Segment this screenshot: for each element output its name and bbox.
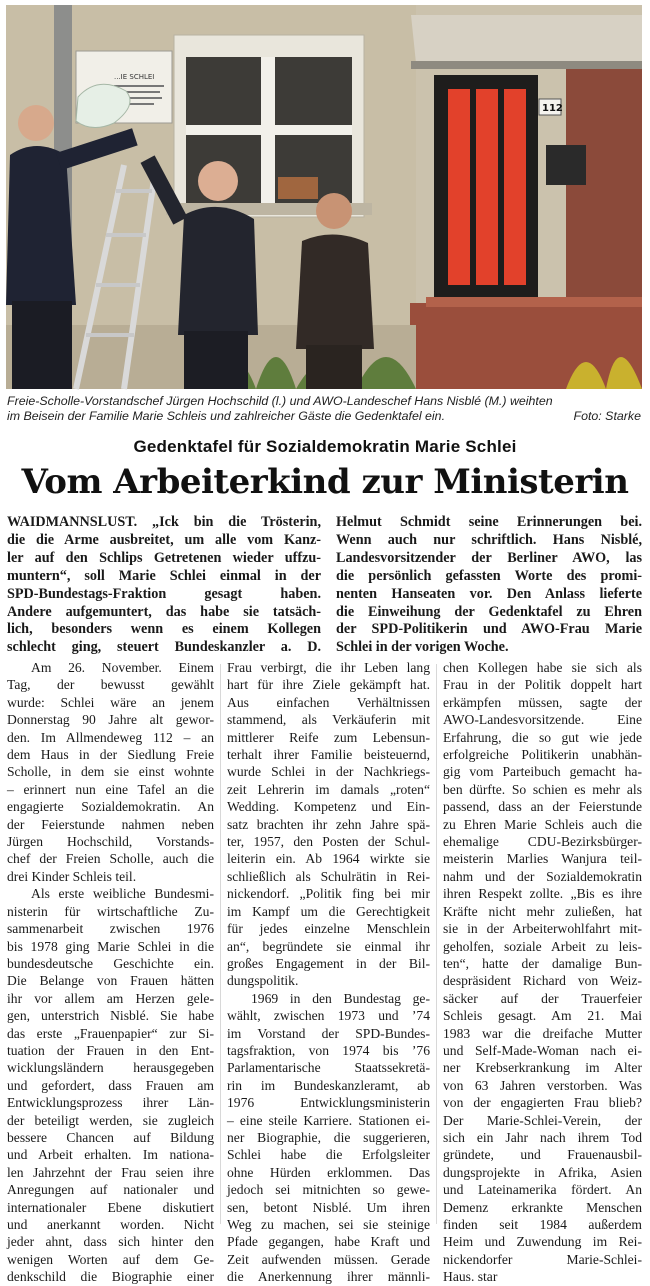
body-line: stammend, als Verkäuferin mit [227,712,430,728]
body-line: gig vom Parteibuch gemacht ha- [443,764,642,780]
body-line: Zeit aufwenden müssen. Gerade [227,1251,430,1267]
body-line: Donnerstag 90 Jahre alt gewor- [7,712,214,728]
body-line: finden seit 1984 außerdem [443,1217,642,1232]
column-divider [220,664,221,1224]
body-line: Anregungen auf nationaler und [7,1182,214,1198]
body-line: nickendorf. „Politik fing bei mir [227,886,430,902]
body-line: und gefordert, dass Frauen am [7,1077,214,1093]
body-line: an“, begründete sie einmal ihr [227,938,430,954]
body-line: und Arbeit erhalten. Im nationa- [7,1147,214,1163]
lead-line: Landesvorsitzender der Berliner AWO, las [336,549,642,566]
body-line: engagierte Sozialdemokratin. An [7,799,214,815]
body-line: hart für ihre Ziele gekämpft hat. [227,677,430,693]
lead-line: muntern“, soll Marie Schlei einmal in der [7,567,321,584]
body-line: Jürgen Hochschild, Vorstands- [7,834,214,850]
body-line: Die Belange von Frauen hätten [7,973,214,989]
body-line: Parlamentarische Staatssekretä- [227,1060,430,1076]
photo-credit: Foto: Starke [573,409,641,423]
body-line: Haus. star [443,1269,498,1285]
photo-caption [7,394,641,424]
lead-paragraph-left [7,514,321,657]
body-line: wenigen Worten auf dem Ge- [7,1251,214,1267]
body-line: AWO-Landesvorsitzende. Eine [443,712,642,728]
body-line: den. Im Allmendeweg 112 – an [7,729,214,745]
body-line: len Jahrzehnt der Frau seien ihre [7,1164,214,1180]
body-line: schließlich als Schulrätin in Rei- [227,868,430,884]
body-line: denkschild die Biographie einer [7,1269,214,1285]
lead-line: die Einweihung der Gedenktafel zu Ehren [336,603,642,620]
body-line: erfolgreiche Politikerin unabhän- [443,747,642,763]
body-line: Schlei habe die Erfolgsleiter [227,1147,430,1163]
body-line: Frau in der Politik doppelt hart [443,677,642,693]
body-line: Frau verbirgt, die ihr Leben lang [227,660,430,675]
body-line: zu Ehren Marie Schleis auch die [443,816,642,832]
body-line: Erfahrung, die so gut wie jede [443,729,642,745]
column-divider [436,664,437,1224]
body-column-1 [7,659,214,1286]
lead-paragraph-right [336,514,642,657]
body-line: mittlerer Reife zum Lebensun- [227,729,430,745]
lead-line: Wenn auch nur schriftlich. Hans Nisblé, [336,531,642,548]
body-line: und anerkannt worden. Nicht [7,1217,214,1232]
body-line: nickendorfer Marie-Schlei- [443,1251,642,1267]
body-line: chen Kollegen habe sie sich als [443,660,642,675]
body-line: Heim und Zuwendung im Rei- [443,1234,642,1250]
body-line: bis 1978 ging Marie Schlei in die [7,938,214,954]
lead-line: der SPD-Politikerin und AWO-Frau Marie [336,621,642,638]
plaque-heading: ...IE SCHLEI [114,73,155,81]
body-line: im Kampf um die Gerechtigkeit [227,903,430,919]
body-line: wählt, zwischen 1973 und ’74 [227,1008,430,1024]
body-line: bessere Chancen auf Bildung [7,1129,214,1145]
body-line: – erinnert nun eine Tafel an die [7,781,214,797]
body-line: gen, unterstrich Nisblé. Sie habe [7,1008,214,1024]
article-photo [6,5,642,389]
body-line: ner Krebserkrankung im Alter [443,1060,642,1076]
body-line: geholfen, soziale Arbeit zu leis- [443,938,642,954]
body-line: ben dürfte. So schien es mehr als [443,781,642,797]
body-line: Scholle, in dem sie einst wohnte [7,764,214,780]
body-line: großes Engagement in der Bil- [227,955,430,971]
body-line: ten“, hatte der damalige Bun- [443,955,642,971]
body-line: säcker auf der Trauerfeier [443,990,642,1006]
body-line: ihren Respekt zollte. „Bis es ihre [443,886,642,902]
body-line: von der engagierten Frau blieb? [443,1095,642,1111]
body-line: Der Marie-Schlei-Verein, der [443,1112,642,1128]
body-line: despräsident Richard von Weiz- [443,973,642,989]
body-line: sie in der Arbeiterwohlfahrt mit- [443,921,642,937]
lead-line: Schlei in der vorigen Woche. [336,639,509,656]
body-line: Tag, der bewusst gewählt [7,677,214,693]
body-line: terhalt ihrer Familie beisteuernd, [227,747,430,763]
body-line: Pfade gegangen, habe Kraft und [227,1234,430,1250]
body-line: Demenz erkrankte Menschen [443,1199,642,1215]
body-line: drei Kinder Schleis teil. [7,868,137,884]
body-line: sich ein Jahr nach ihrem Tod [443,1129,642,1145]
body-line: Weg zu machen, sei sie steinige [227,1217,430,1232]
body-line: satz brachten ihr zehn Jahre spä- [227,816,430,832]
kicker-headline: Gedenktafel für Sozialdemokratin Marie Schlei [133,437,517,456]
body-line: Aus einfachen Verhältnissen [227,694,430,710]
body-line: sammenarbeit zwischen 1976 [7,921,214,937]
body-line: leiterin ein. Ab 1964 wirkte sie [227,851,430,867]
body-line: für jedes einzelne Menschlein [227,921,430,937]
body-line: erkämpfen müssen, sagte der [443,694,642,710]
body-line: im Vorstand der SPD-Bundes- [227,1025,430,1041]
body-line: 1983 war die dreifache Mutter [443,1025,642,1041]
body-line: nahm und der Sozialdemokratin [443,868,642,884]
body-line: – eine steile Karriere. Stationen ei- [227,1112,430,1128]
body-line: der beteiligt werden, sie zugleich [7,1112,214,1128]
body-line: zeit Lehrerin im damals „roten“ [227,781,430,797]
body-column-3 [443,659,642,1286]
body-line: ehemalige CDU-Bezirksbürger- [443,834,642,850]
body-line: passend, dass an der Feierstunde [443,799,642,815]
body-line: rin im Bundeskanzleramt, ab [227,1077,430,1093]
body-line: Als erste weibliche Bundesmi- [31,886,214,902]
body-line: jedoch sei mitnichten so gewe- [227,1182,430,1198]
body-line: wurde: Schlei wäre an jenem [7,694,214,710]
body-line: 1976 Entwicklungsministerin [227,1095,430,1111]
house-number: 112 [542,103,563,114]
body-line: nisterin für wirtschaftliche Zu- [7,903,214,919]
body-line: ohne Hürden erklommen. Das [227,1164,430,1180]
lead-line: die die Arme ausbreitet, um alle vom Kanz- [7,531,321,548]
lead-line: ler auf den Schlips Getretenen wieder uffzu- [7,549,321,566]
body-line: Entwicklungsprozess ihrer Län- [7,1095,214,1111]
body-line: wicklungsländern herausgegeben [7,1060,214,1076]
body-line: ter, 1957, den Posten der Schul- [227,834,430,850]
body-line: tuation der Frauen in den Ent- [7,1042,214,1058]
body-line: 1969 in den Bundestag ge- [251,990,430,1006]
body-line: internationaler Ebene diskutiert [7,1199,214,1215]
body-line: jeder ahnt, dass sich hinter den [7,1234,214,1250]
body-line: und Lateinamerika fördert. An [443,1182,642,1198]
lead-line: schlecht ging, steuert Bundeskanzler a. D. [7,639,321,656]
body-line: der Feierstunde nahmen neben [7,816,214,832]
body-line: dungspolitik. [227,973,299,989]
lead-line: WAIDMANNSLUST. „Ick bin die Trösterin, [7,514,321,530]
body-line: Am 26. November. Einem [31,660,214,675]
body-line: von 63 Jahren verstorben. Was [443,1077,642,1093]
body-line: Wedding. Kompetenz und Ein- [227,799,430,815]
body-line: dungsprojekte in Afrika, Asien [443,1164,642,1180]
body-line: wurde Schlei in der Nachkriegs- [227,764,430,780]
body-line: ner Biographie, die suggerieren, [227,1129,430,1145]
body-line: dem Haus in der Siedlung Freie [7,747,214,763]
body-line: bundesdeutsche Geschichte ein. [7,955,214,971]
body-line: gründete, und Frauenausbil- [443,1147,642,1163]
main-headline: Vom Arbeiterkind zur Ministerin [21,462,629,502]
body-line: Kräfte nicht mehr zuließen, hat [443,903,642,919]
lead-line: Helmut Schmidt seine Erinnerungen bei. [336,514,642,530]
body-line: ihr vor allem am Herzen gele- [7,990,214,1006]
body-column-2 [227,659,430,1286]
caption-line: Freie-Scholle-Vorstandschef Jürgen Hochschild (l.) und AWO-Landeschef Hans Nisblé (M.) weihten [7,394,553,408]
lead-line: SPD-Bundestags-Fraktion gesagt haben. [7,585,321,602]
body-line: meisterin Marlies Wanjura teil- [443,851,642,867]
lead-line: nenten Hanseaten vor. Den Anlass lieferte [336,585,642,602]
lead-line: Andere aufgemuntert, das habe sie tatsäch- [7,603,321,620]
body-line: und Self-Made-Woman nach ei- [443,1042,642,1058]
body-line: Schleis gesagt. Am 21. Mai [443,1008,642,1024]
body-line: die Anerkennung ihrer männli- [227,1269,430,1285]
body-line: das erste „Frauenpapier“ zur Si- [7,1025,214,1041]
lead-line: lich, besonders wenn es einem Kollegen [7,621,321,638]
body-line: tagsfraktion, von 1974 bis ’76 [227,1042,430,1058]
body-line: chef der Freien Scholle, auch die [7,851,214,867]
caption-line: im Beisein der Familie Marie Schleis und zahlreicher Gäste die Gedenktafel ein. [7,409,446,423]
body-line: sen, betont Nisblé. Um ihren [227,1199,430,1215]
lead-line: die persönlich gefassten Worte des promi- [336,567,642,584]
